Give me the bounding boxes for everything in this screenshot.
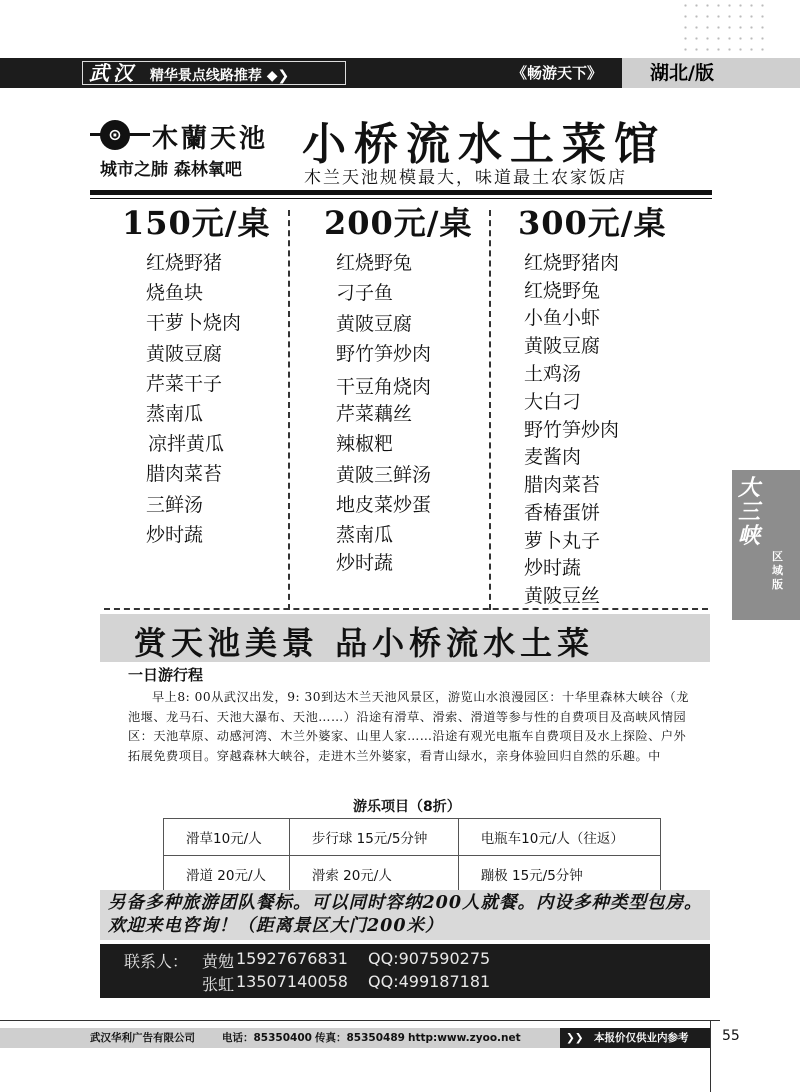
contact-name: 黄勉 bbox=[202, 952, 235, 971]
footer-company: 武汉华利广告有限公司 bbox=[90, 1032, 195, 1044]
page-edge-line bbox=[710, 1020, 711, 1092]
dish-item: 干豆角烧肉 bbox=[336, 376, 432, 398]
footer-fax: 传真：85350489 bbox=[315, 1032, 405, 1044]
dish-item: 芹菜藕丝 bbox=[336, 403, 413, 425]
menu-column-200 bbox=[324, 200, 473, 574]
slogan-banner bbox=[100, 614, 710, 662]
dish-item: 土鸡汤 bbox=[524, 363, 582, 385]
table-cell: 滑索 20元/人 bbox=[289, 856, 458, 893]
divider bbox=[90, 190, 712, 195]
restaurant-name: 小桥流水土菜馆 bbox=[302, 119, 666, 170]
dish-item: 黄陂三鲜汤 bbox=[336, 464, 432, 486]
dish-item: 野竹笋炒肉 bbox=[336, 343, 432, 365]
menu-bottom-divider bbox=[104, 608, 708, 610]
dish-item: 萝卜丸子 bbox=[524, 530, 601, 552]
contact-phone: 13507140058 bbox=[236, 972, 348, 991]
info-note bbox=[100, 890, 710, 940]
contact-name: 张虹 bbox=[202, 975, 235, 994]
dish-item: 辣椒粑 bbox=[336, 433, 394, 455]
restaurant-tagline: 木兰天池规模最大，味道最土农家饭店 bbox=[304, 168, 627, 188]
dish-item: 红烧野兔 bbox=[336, 252, 413, 274]
logo-mark-icon: ⊙ bbox=[100, 120, 130, 150]
dot-pattern bbox=[680, 0, 770, 55]
region-side-tab bbox=[732, 470, 800, 620]
contact-qq: QQ:907590275 bbox=[368, 949, 491, 968]
route-banner bbox=[82, 61, 346, 85]
city-name: 武汉 bbox=[89, 61, 137, 85]
table-cell: 滑草10元/人 bbox=[164, 819, 290, 856]
dish-item: 黄陂豆腐 bbox=[524, 335, 601, 357]
dish-item: 炒时蔬 bbox=[336, 552, 394, 574]
edition-label: 湖北/版 bbox=[622, 58, 800, 88]
dish-item: 腊肉菜苔 bbox=[146, 463, 223, 485]
menu-price: 300元/桌 bbox=[518, 204, 667, 242]
menu-price: 200元/桌 bbox=[324, 204, 473, 242]
dish-item: 刁子鱼 bbox=[336, 282, 394, 304]
table-cell: 电瓶车10元/人（往返） bbox=[458, 819, 660, 856]
dish-item: 红烧野兔 bbox=[524, 280, 601, 302]
dish-item: 芹菜干子 bbox=[146, 373, 223, 395]
dish-item: 炒时蔬 bbox=[146, 524, 204, 546]
column-divider bbox=[288, 210, 290, 610]
contact-phone: 15927676831 bbox=[236, 949, 348, 968]
table-row bbox=[164, 856, 661, 893]
footer-disclaimer: 本报价仅供业内参考 bbox=[594, 1032, 689, 1044]
note-text: 另备多种旅游团队餐标。可以同时容纳200人就餐。内设多种类型包房。欢迎来电咨询！（距离景区大门200米） bbox=[108, 893, 703, 936]
contact-panel bbox=[100, 944, 710, 998]
dish-item: 蒸南瓜 bbox=[336, 524, 394, 546]
footer-phone: 电话：85350400 bbox=[222, 1032, 312, 1044]
itinerary-text: 早上8: 00从武汉出发，9: 30到达木兰天池风景区，游览山水浪漫园区：十华里森林大峡谷（龙池堰、龙马石、天池大瀑布、天池……）沿途有滑草、滑索、滑道等参与性的自费项目及高峡风情园区：天池草原、动感河湾、木兰外婆家、山里人家……沿途有观光电瓶车自费项目及水上探险、户外拓展免费项目。穿越森林大峡谷，走进木兰外婆家，看青山绿水，亲身体验回归自然的乐趣。中 bbox=[128, 690, 689, 763]
dish-item: 黄陂豆丝 bbox=[524, 585, 601, 607]
menu-column-150 bbox=[122, 200, 271, 546]
column-divider bbox=[489, 210, 491, 610]
footer-disclaimer-box bbox=[560, 1028, 710, 1048]
contact-qq: QQ:499187181 bbox=[368, 972, 491, 991]
scenic-slogan: 城市之肺 森林氧吧 bbox=[100, 160, 242, 180]
menu-column-300 bbox=[518, 200, 667, 607]
activities-table bbox=[163, 818, 661, 893]
banner-text: 赏天池美景 品小桥流水土菜 bbox=[134, 624, 595, 662]
dish-item: 红烧野猪肉 bbox=[524, 252, 620, 274]
dish-item: 麦酱肉 bbox=[524, 446, 582, 468]
dish-item: 大白刁 bbox=[524, 391, 582, 413]
arrow-icon: ◆❯ bbox=[266, 68, 290, 84]
table-cell: 蹦极 15元/5分钟 bbox=[458, 856, 660, 893]
dish-item: 黄陂豆腐 bbox=[146, 343, 223, 365]
route-label: 精华景点线路推荐 bbox=[149, 68, 262, 84]
dish-item: 野竹笋炒肉 bbox=[524, 419, 620, 441]
footer-website: http:www.zyoo.net bbox=[408, 1032, 521, 1044]
arrow-icon: ❯❯ bbox=[566, 1032, 584, 1044]
dish-item: 小鱼小虾 bbox=[524, 307, 601, 329]
table-cell: 步行球 15元/5分钟 bbox=[289, 819, 458, 856]
dish-item: 烧鱼块 bbox=[146, 282, 204, 304]
contact-label: 联系人： bbox=[124, 952, 189, 971]
scenic-logo-name: 木蘭天池 bbox=[152, 124, 269, 154]
dish-item: 红烧野猪 bbox=[146, 252, 223, 274]
dish-item: 香椿蛋饼 bbox=[524, 502, 601, 524]
dish-item: 凉拌黄瓜 bbox=[148, 433, 225, 455]
region-name: 大三峡 bbox=[738, 475, 761, 549]
footer-rule bbox=[0, 1020, 720, 1021]
table-row bbox=[164, 819, 661, 856]
dish-item: 地皮菜炒蛋 bbox=[336, 494, 432, 516]
table-cell: 滑道 20元/人 bbox=[164, 856, 290, 893]
dish-item: 腊肉菜苔 bbox=[524, 474, 601, 496]
dish-item: 三鲜汤 bbox=[146, 494, 204, 516]
section-label: 区域版 bbox=[772, 550, 783, 591]
dish-item: 炒时蔬 bbox=[524, 557, 582, 579]
itinerary-title: 一日游行程 bbox=[128, 666, 204, 684]
dish-item: 黄陂豆腐 bbox=[336, 313, 413, 335]
dish-item: 干萝卜烧肉 bbox=[146, 312, 242, 334]
magazine-title: 《畅游天下》 bbox=[512, 64, 603, 82]
divider bbox=[90, 198, 712, 199]
page-number: 55 bbox=[722, 1028, 740, 1044]
dish-item: 蒸南瓜 bbox=[146, 403, 204, 425]
top-bar bbox=[0, 58, 800, 88]
menu-price: 150元/桌 bbox=[122, 204, 271, 242]
activities-title: 游乐项目（8折） bbox=[353, 799, 461, 815]
